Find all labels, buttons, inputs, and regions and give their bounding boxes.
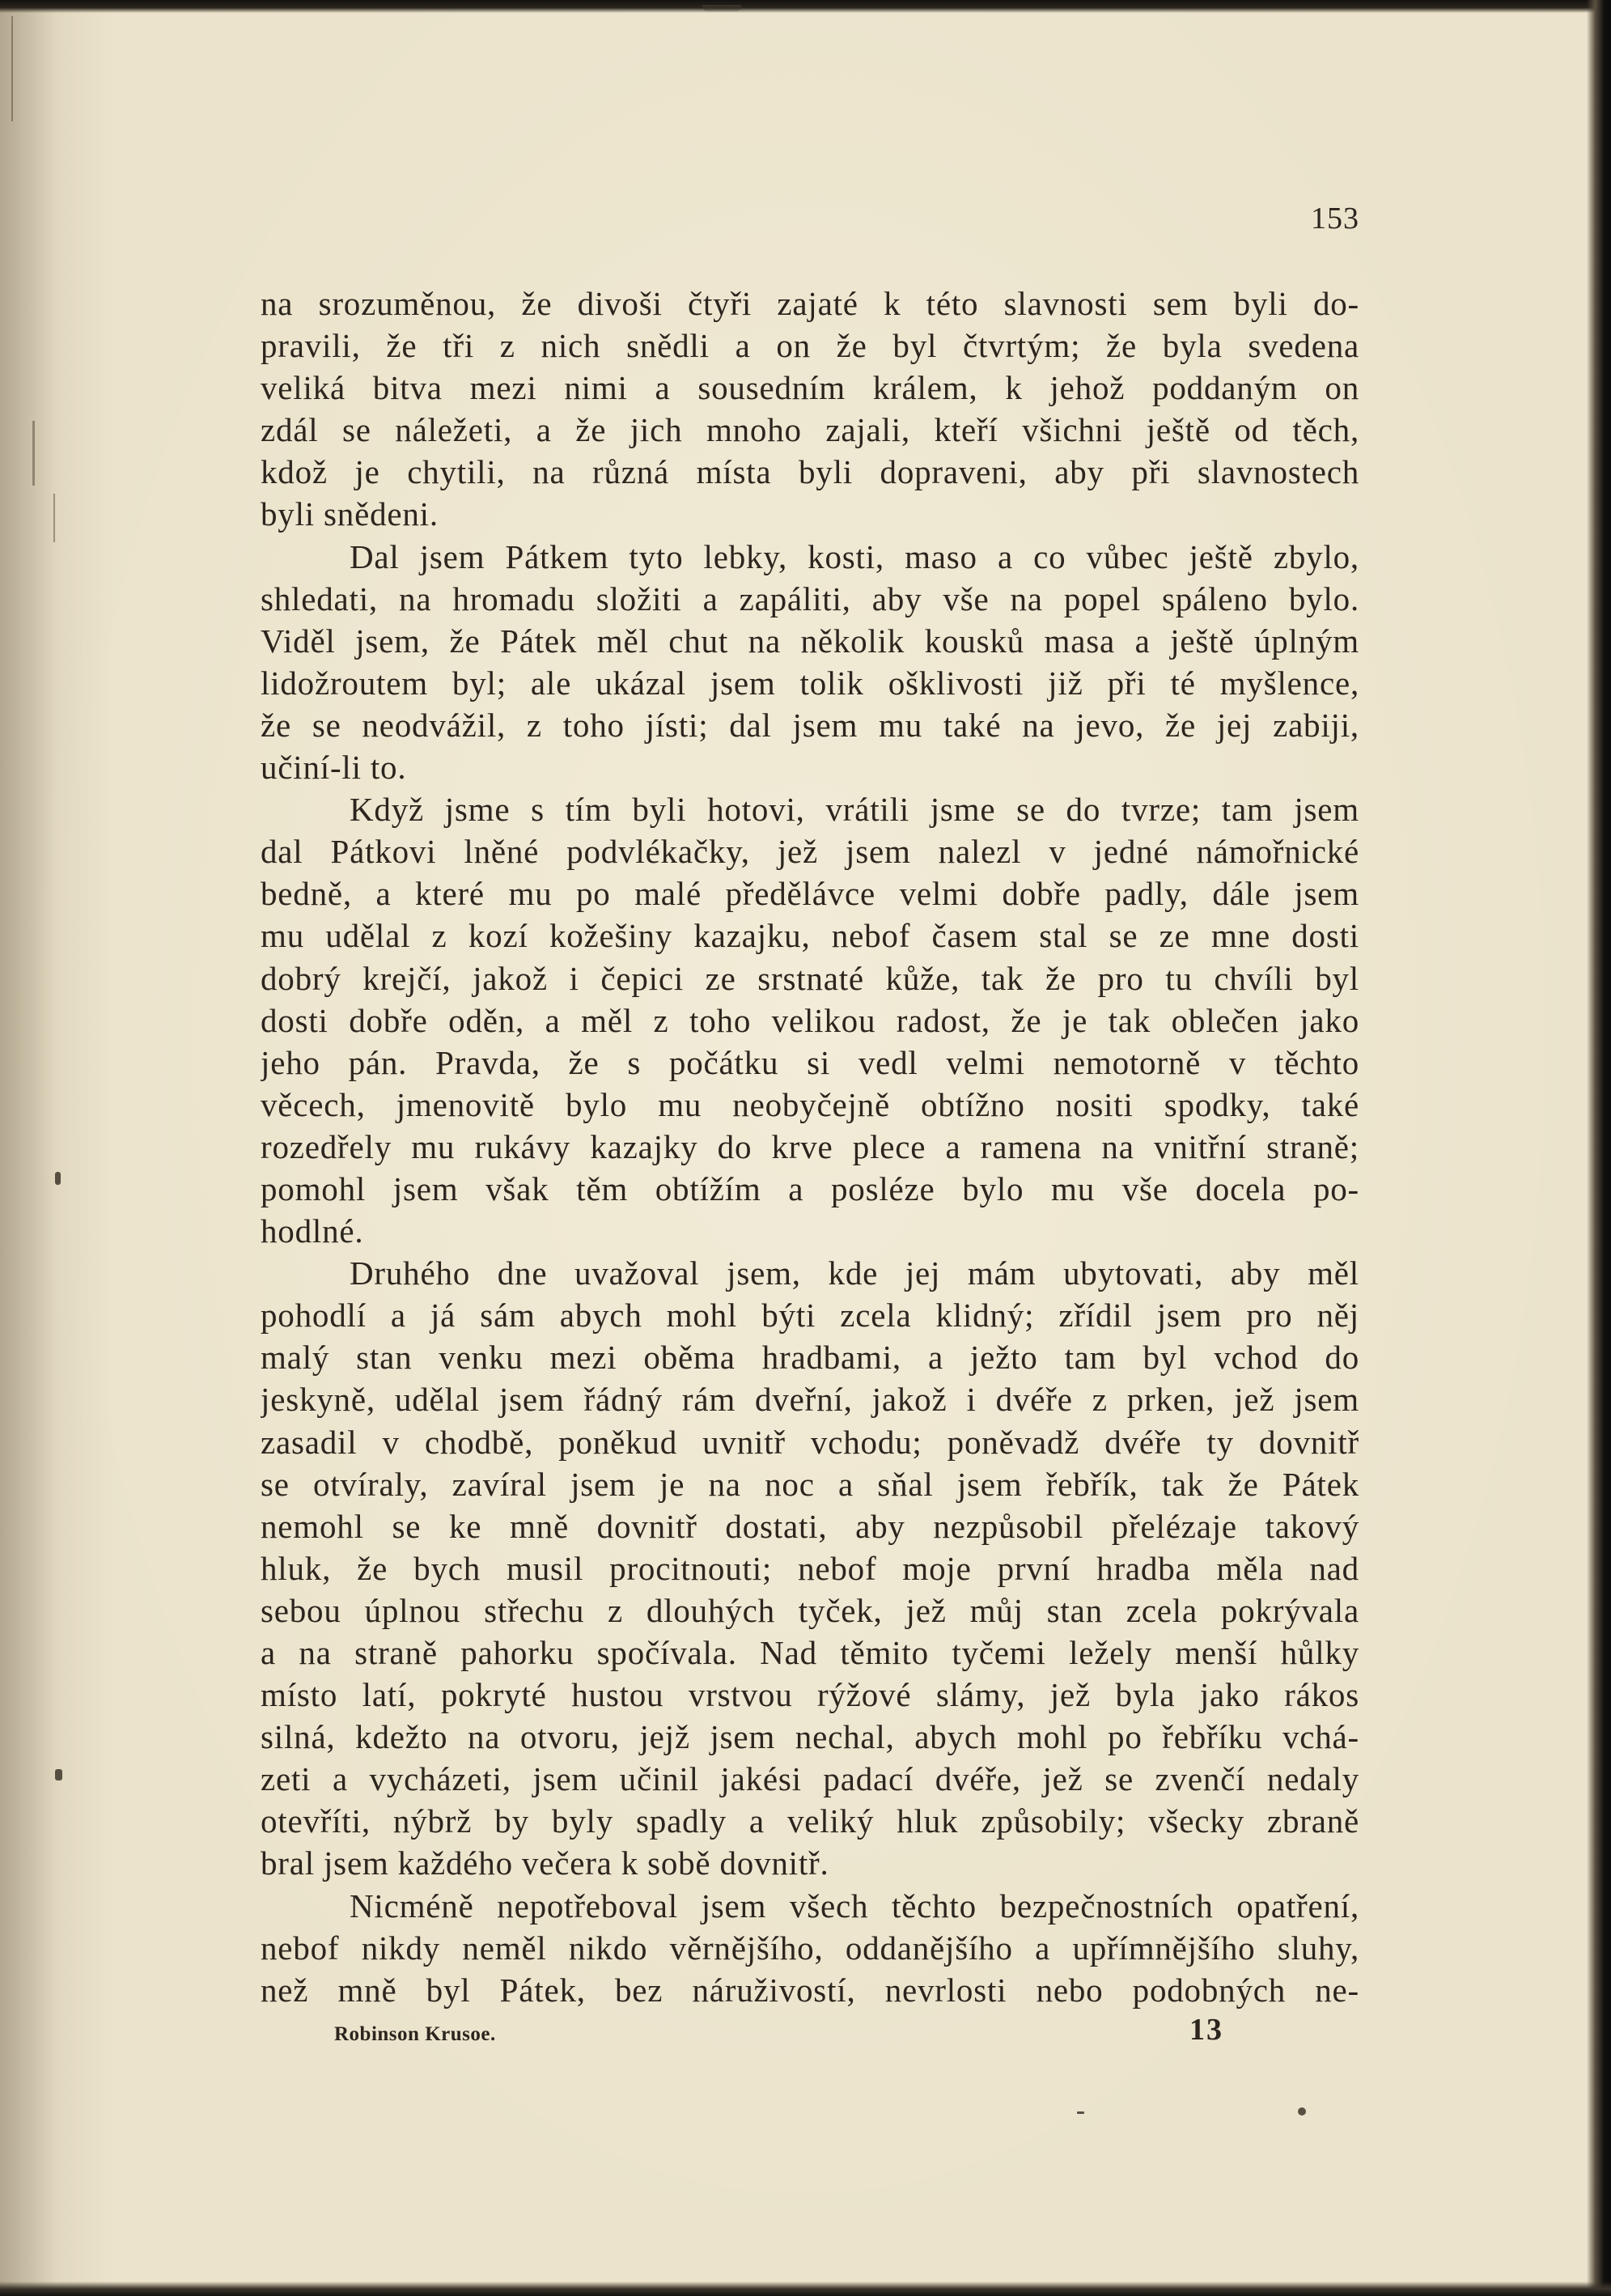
text-line: kdož je chytili, na různá místa byli dopraveni, aby při slavnostech xyxy=(261,453,1359,491)
text-line: učiní-li to. xyxy=(261,749,407,787)
paragraph xyxy=(261,1252,1359,1884)
scan-edge-right xyxy=(1587,0,1611,2296)
scan-mark xyxy=(32,421,35,486)
text-line: shledati, na hromadu složiti a zapáliti, aby vše na popel spáleno bylo. xyxy=(261,579,1359,618)
text-line: byli snědeni. xyxy=(261,495,439,533)
text-line: Dal jsem Pátkem tyto lebky, kosti, maso a co vůbec ještě zbylo, xyxy=(350,537,1359,575)
text-line: malý stan venku mezi oběma hradbami, a ježto tam byl vchod do xyxy=(261,1339,1359,1377)
text-line: zeti a vycházeti, jsem učinil jakési padací dvéře, jež se zvenčí nedaly xyxy=(261,1760,1359,1798)
text-line: bedně, a které mu po malé předělávce velmi dobře padly, dále jsem xyxy=(261,875,1359,913)
text-line: zasadil v chodbě, poněkud uvnitř vchodu; poněvadž dvéře ty dovnitř xyxy=(261,1423,1359,1461)
paragraph xyxy=(261,282,1359,536)
text-line: že se neodvážil, z toho jísti; dal jsem mu také na jevo, že jej zabiji, xyxy=(261,706,1359,744)
scan-edge-left xyxy=(0,0,57,2296)
footer-book-title: Robinson Krusoe. xyxy=(334,2023,496,2045)
text-line: lidožroutem byl; ale ukázal jsem tolik ošklivosti již při té myšlence, xyxy=(261,664,1359,702)
text-line: dal Pátkovi lněné podvlékačky, jež jsem nalezl v jedné námořnické xyxy=(261,833,1359,871)
text-line: než mně byl Pátek, bez náruživostí, nevrlosti nebo podobných ne- xyxy=(261,1971,1359,2009)
text-line: dosti dobře oděn, a měl z toho velikou radost, že je tak oblečen jako xyxy=(261,1001,1359,1039)
scan-mark xyxy=(55,1172,61,1185)
scan-mark xyxy=(55,1769,62,1780)
page-number: 153 xyxy=(1311,202,1359,236)
text-line: jeskyně, udělal jsem řádný rám dveřní, jakož i dvéře z prken, jež jsem xyxy=(261,1381,1359,1419)
scan-mark xyxy=(53,494,55,542)
text-line: nebof nikdy neměl nikdo věrnějšího, oddanějšího a upřímnějšího sluhy, xyxy=(261,1929,1359,1967)
text-line: mu udělal z kozí kožešiny kazajku, nebof časem stal se ze mne dosti xyxy=(261,917,1359,955)
text-line: místo latí, pokryté hustou vrstvou rýžové slámy, jež byla jako rákos xyxy=(261,1676,1359,1714)
text-line: hodlné. xyxy=(261,1212,364,1250)
text-line: bral jsem každého večera k sobě dovnitř. xyxy=(261,1844,829,1882)
text-line: pohodlí a já sám abych mohl býti zcela klidný; zřídil jsem pro něj xyxy=(261,1297,1359,1335)
scan-mark xyxy=(11,16,13,121)
text-line: se otvíraly, zavíral jsem je na noc a sňal jsem řebřík, tak že Pátek xyxy=(261,1465,1359,1503)
text-line: zdál se náležeti, a že jich mnoho zajali, kteří všichni ještě od těch, xyxy=(261,411,1359,449)
text-line: věcech, jmenovitě bylo mu neobyčejně obtížno nositi spodky, také xyxy=(261,1085,1359,1123)
text-line: pomohl jsem však těm obtížím a posléze bylo mu vše docela po- xyxy=(261,1169,1359,1207)
text-line: sebou úplnou střechu z dlouhých tyček, jež můj stan zcela pokrývala xyxy=(261,1591,1359,1629)
paragraph xyxy=(261,536,1359,789)
text-line: Nicméně nepotřeboval jsem všech těchto bezpečnostních opatření, xyxy=(350,1886,1359,1925)
text-line: veliká bitva mezi nimi a sousedním králem, k jehož poddaným on xyxy=(261,369,1359,407)
scan-dot xyxy=(1298,2107,1306,2116)
text-line: jeho pán. Pravda, že s počátku si vedl velmi nemotorně v těchto xyxy=(261,1043,1359,1081)
text-line: pravili, že tři z nich snědli a on že byl čtvrtým; že byla svedena xyxy=(261,327,1359,365)
text-line: na srozuměnou, že divoši čtyři zajaté k této slavnosti sem byli do- xyxy=(261,285,1359,322)
paragraph xyxy=(261,788,1359,1252)
text-line: otevříti, nýbrž by byly spadly a veliký hluk způsobily; všecky zbraně xyxy=(261,1802,1359,1840)
text-line: a na straně pahorku spočívala. Nad těmito tyčemi ležely menší hůlky xyxy=(261,1634,1359,1671)
text-body xyxy=(261,282,1359,2011)
text-line: hluk, že bych musil procitnouti; nebof moje první hradba měla nad xyxy=(261,1549,1359,1587)
scan-edge-bottom xyxy=(0,2281,1611,2296)
paragraph xyxy=(261,1885,1359,2011)
text-line: Druhého dne uvažoval jsem, kde jej mám ubytovati, aby měl xyxy=(350,1254,1359,1292)
text-line: dobrý krejčí, jakož i čepici ze srstnaté kůže, tak že pro tu chvíli byl xyxy=(261,959,1359,997)
scan-edge-top xyxy=(0,0,1611,13)
text-line: nemohl se ke mně dovnitř dostati, aby nezpůsobil přelézaje takový xyxy=(261,1507,1359,1545)
text-line: silná, kdežto na otvoru, jejž jsem nechal, abych mohl po řebříku vchá- xyxy=(261,1718,1359,1756)
scan-dash xyxy=(1077,2111,1084,2114)
text-line: Viděl jsem, že Pátek měl chut na několik kousků masa a ještě úplným xyxy=(261,622,1359,660)
footer-sheet-number: 13 xyxy=(1189,2013,1223,2047)
scan-edge-top-mark xyxy=(702,5,741,12)
text-line: Když jsme s tím byli hotovi, vrátili jsme se do tvrze; tam jsem xyxy=(350,791,1359,829)
text-line: rozedřely mu rukávy kazajky do krve plece a ramena na vnitřní straně; xyxy=(261,1127,1359,1165)
